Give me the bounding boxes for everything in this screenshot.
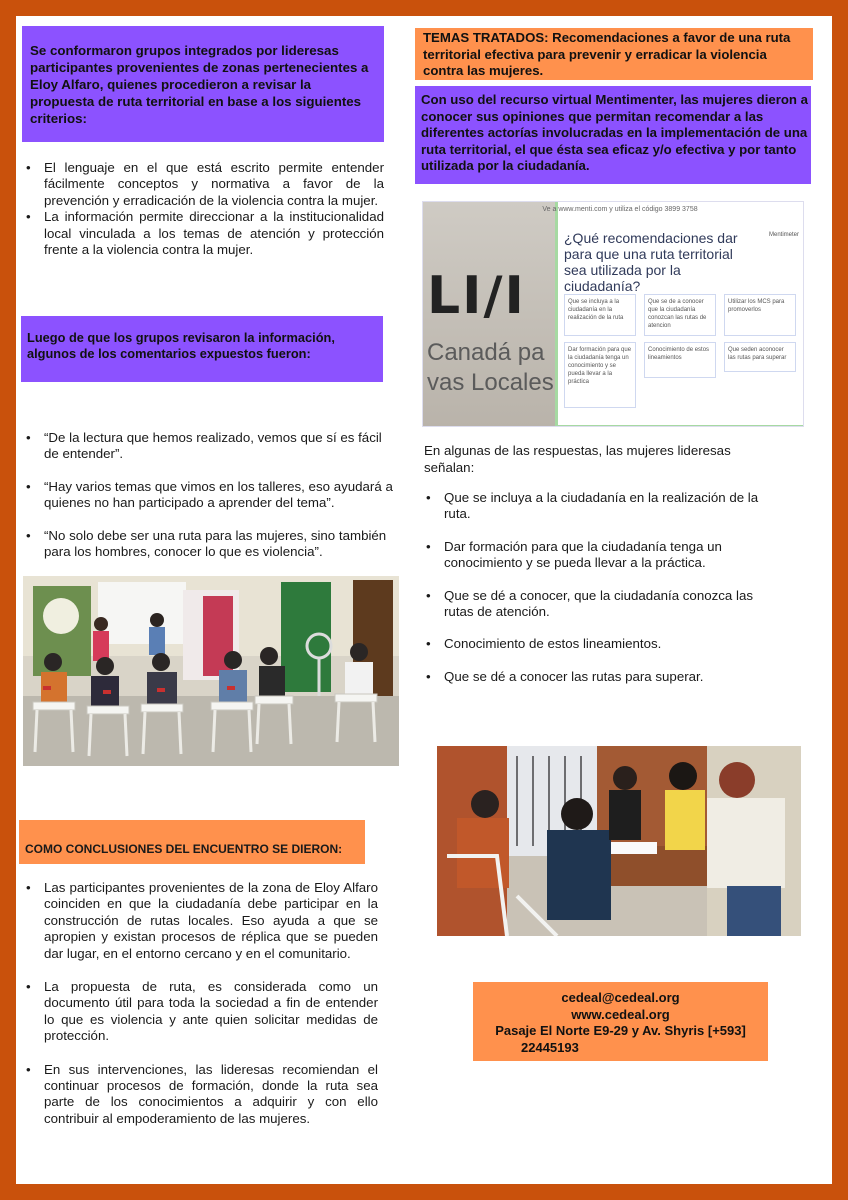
menti-option: Utilizar los MCS para promoverlos (724, 294, 796, 336)
comments-box (21, 316, 383, 382)
response-item: • Conocimiento de estos lineamientos. (424, 636, 784, 652)
menti-option: Que seden aconocer las rutas para superar (724, 342, 796, 372)
quote-item: • “Hay varios temas que vimos en los talleres, eso ayudará a quienes no han participado a aprender del tema”. (24, 479, 394, 512)
criteria-list (24, 160, 384, 258)
menti-box (415, 86, 811, 184)
intro-text: Se conformaron grupos integrados por lideresas participantes provenientes de zonas pertenecientes a Eloy Alfaro, quienes procedieron a revisar la propuesta de ruta territorial en base a los siguientes criterios: (30, 43, 369, 126)
response-item: • Dar formación para que la ciudadanía tenga un conocimiento y se pueda llevar a la práctica. (424, 539, 784, 572)
conclusions-title: COMO CONCLUSIONES DEL ENCUENTRO SE DIERON: (25, 842, 343, 856)
banner-big-text: LI/I (427, 266, 526, 326)
menti-text: Con uso del recurso virtual Mentimenter, las mujeres dieron a conocer sus opiniones que permitan recomendar a las diferentes actorías involucradas en la implementación de una ruta territorial, el que ésta sea eficaz y/o efectiva y por tanto utilizada por la ciudadanía. (421, 92, 808, 174)
response-item: • Que se incluya a la ciudadanía en la realización de la ruta. (424, 490, 784, 523)
contact-website[interactable]: www.cedeal.org (571, 1006, 670, 1022)
menti-option: Conocimiento de estos lineamientos (644, 342, 716, 378)
responses-intro: En algunas de las respuestas, las mujeres lideresas señalan: (424, 443, 731, 475)
menti-option: Dar formación para que la ciudadanía tenga un conocimiento y se pueda llevar a la práctica (564, 342, 636, 408)
conclusions-list (24, 880, 378, 1144)
comments-text: Luego de que los grupos revisaron la información, algunos de los comentarios expuestos fueron: (27, 330, 335, 361)
meeting-photo (437, 746, 801, 936)
conclusion-item: • En sus intervenciones, las lideresas recomiendan el continuar procesos de formación, donde la ruta sea parte de los conocimientos a adquirir y con ello contribuir al empoderamiento de las mujeres. (24, 1062, 378, 1128)
criteria-item: • La información permite direccionar a la institucionalidad local vinculada a los temas de atención y protección frente a la violencia contra la mujer. (24, 209, 384, 258)
conclusion-item: • La propuesta de ruta, es considerada como un documento útil para toda la sociedad a fin de entender lo que es violencia y ante quien solicitar medidas de protección. (24, 979, 378, 1045)
topics-box (415, 28, 813, 80)
criteria-item: • El lenguaje en el que está escrito permite entender fácilmente conceptos y normativa a favor de la prevención y erradicación de la violencia contra la mujer. (24, 160, 384, 209)
response-item: • Que se dé a conocer, que la ciudadanía conozca las rutas de atención. (424, 588, 784, 621)
workshop-photo (23, 576, 399, 766)
flyer-page (16, 16, 832, 1184)
contact-phone: 22445193 (521, 1039, 579, 1055)
meeting-scene-image (437, 746, 801, 936)
mentimeter-screenshot (422, 201, 804, 427)
conclusion-item: • Las participantes provenientes de la zona de Eloy Alfaro coinciden en que la ciudadanía debe participar en la construcción de rutas locales. Eso ayuda a que se apropien y existan procesos de réplica que se pueden dar lugar, en el entorno cercano y en el comunitario. (24, 880, 378, 962)
contact-email[interactable]: cedeal@cedeal.org (561, 990, 680, 1005)
conclusions-box (19, 820, 365, 864)
responses-list (424, 490, 784, 701)
contact-address: Pasaje El Norte E9-29 y Av. Shyris [+593] (495, 1023, 746, 1038)
topics-text: TEMAS TRATADOS: Recomendaciones a favor de una ruta territorial efectiva para prevenir y erradicar la violencia contra las mujeres. (423, 30, 791, 78)
quote-item: • “No solo debe ser una ruta para las mujeres, sino también para los hombres, conocer lo que es violencia”. (24, 528, 394, 561)
contact-box (473, 982, 768, 1061)
menti-option: Que se de a conocer que la ciudadanía conozcan las rutas de atencion (644, 294, 716, 336)
quote-item: • “De la lectura que hemos realizado, vemos que sí es fácil de entender”. (24, 430, 394, 463)
quotes-list (24, 430, 394, 576)
banner-grey-text: Canadá pa vas Locales (427, 339, 554, 396)
menti-question: ¿Qué recomendaciones dar para que una ruta territorial sea utilizada por la ciudadanía? (564, 230, 738, 294)
menti-code-line: Ve a www.menti.com y utiliza el código 3899 3758 (542, 206, 698, 213)
banner-photo (423, 202, 555, 427)
response-item: • Que se dé a conocer las rutas para superar. (424, 669, 784, 685)
intro-box (22, 26, 384, 142)
menti-logo: Mentimeter (768, 232, 799, 238)
workshop-scene-image (23, 576, 399, 766)
menti-option: Que se incluya a la ciudadanía en la realización de la ruta (564, 294, 636, 336)
menti-card (542, 202, 804, 427)
